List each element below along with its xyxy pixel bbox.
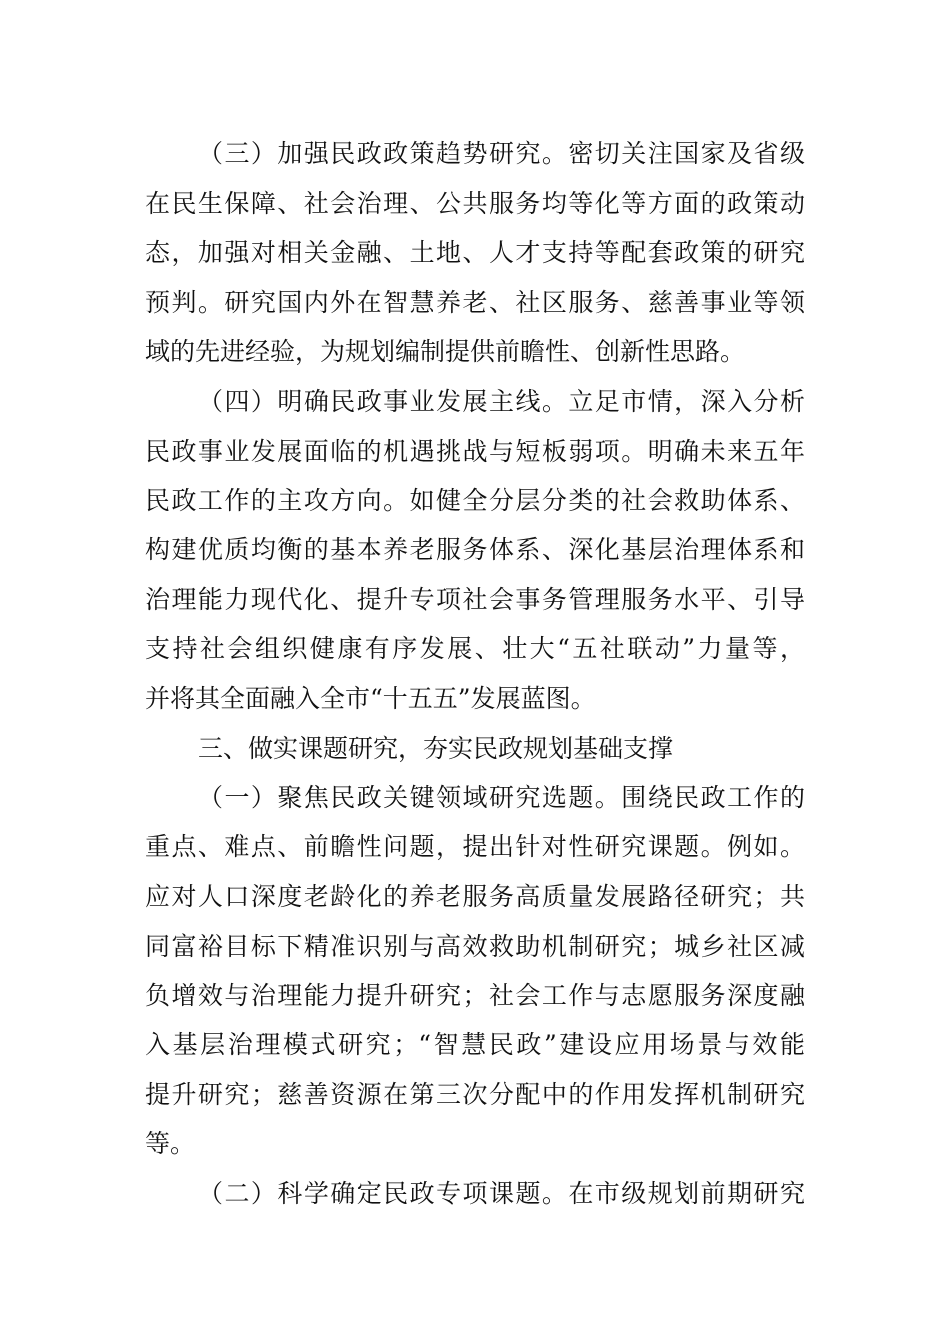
paragraph-3-line-1: （三）加强民政政策趋势研究。密切关注国家及省级 bbox=[198, 139, 805, 168]
section-heading: 三、做实课题研究，夯实民政规划基础支撑 bbox=[198, 734, 674, 763]
paragraph-4-line-5: 治理能力现代化、提升专项社会事务管理服务水平、引导 bbox=[145, 585, 805, 614]
paragraph-3-line-3: 态，加强对相关金融、土地、人才支持等配套政策的研究 bbox=[145, 238, 805, 267]
paragraph-3-line-5: 域的先进经验，为规划编制提供前瞻性、创新性思路。 bbox=[145, 337, 746, 366]
paragraph-4-line-4: 构建优质均衡的基本养老服务体系、深化基层治理体系和 bbox=[145, 535, 805, 564]
paragraph-3-line-2: 在民生保障、社会治理、公共服务均等化等方面的政策动 bbox=[145, 189, 805, 218]
paragraph-4-line-1: （四）明确民政事业发展主线。立足市情，深入分析 bbox=[198, 387, 805, 416]
paragraph-4-line-7: 并将其全面融入全市“十五五”发展蓝图。 bbox=[145, 684, 596, 713]
paragraph-1-line-5: 负增效与治理能力提升研究；社会工作与志愿服务深度融 bbox=[145, 981, 805, 1010]
paragraph-2-line-1: （二）科学确定民政专项课题。在市级规划前期研究 bbox=[198, 1179, 805, 1208]
paragraph-3-line-4: 预判。研究国内外在智慧养老、社区服务、慈善事业等领 bbox=[145, 288, 805, 317]
paragraph-4-line-6: 支持社会组织健康有序发展、壮大“五社联动”力量等， bbox=[145, 634, 805, 663]
paragraph-1-line-6: 入基层治理模式研究；“智慧民政”建设应用场景与效能 bbox=[145, 1030, 805, 1059]
paragraph-1-line-4: 同富裕目标下精准识别与高效救助机制研究；城乡社区减 bbox=[145, 932, 805, 961]
paragraph-1-line-8: 等。 bbox=[145, 1129, 196, 1158]
paragraph-4-line-3: 民政工作的主攻方向。如健全分层分类的社会救助体系、 bbox=[145, 486, 805, 515]
paragraph-1-line-2: 重点、难点、前瞻性问题，提出针对性研究课题。例如。 bbox=[145, 832, 805, 861]
paragraph-1-line-7: 提升研究；慈善资源在第三次分配中的作用发挥机制研究 bbox=[145, 1080, 805, 1109]
paragraph-1-line-1: （一）聚焦民政关键领域研究选题。围绕民政工作的 bbox=[198, 783, 805, 812]
paragraph-1-line-3: 应对人口深度老龄化的养老服务高质量发展路径研究；共 bbox=[145, 882, 805, 911]
paragraph-4-line-2: 民政事业发展面临的机遇挑战与短板弱项。明确未来五年 bbox=[145, 437, 805, 466]
